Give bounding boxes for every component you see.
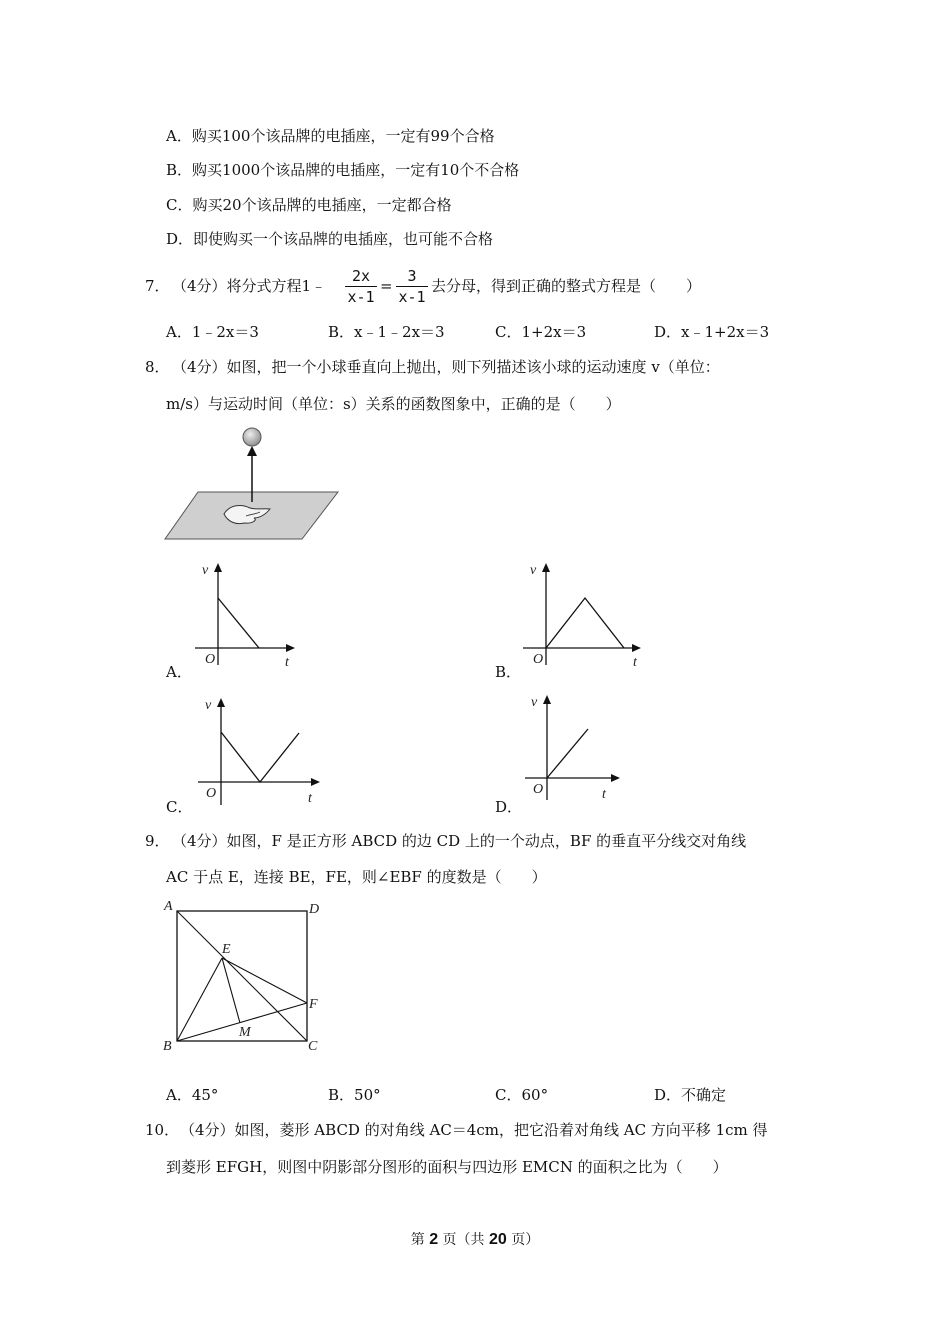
q7-stem-end: 去分母，得到正确的整式方程是（ ） <box>431 277 702 295</box>
q6-option-d-text: 即使购买一个该品牌的电插座，也可能不合格 <box>193 230 494 248</box>
q9-option-d-text: 不确定 <box>681 1086 727 1104</box>
label-m: M <box>239 1025 251 1040</box>
x-axis-arrow-icon <box>611 774 620 782</box>
q8-graph-d <box>520 692 630 802</box>
q7-frac1-numerator: 2x <box>351 267 371 285</box>
y-axis-arrow-icon <box>214 563 222 572</box>
q10-number: 10． <box>145 1121 180 1139</box>
q9-option-b-letter: B． <box>328 1086 355 1104</box>
q7-option-c-letter: C． <box>495 323 522 341</box>
v-label: v <box>531 695 538 710</box>
q6-option-a <box>166 126 495 146</box>
t-label: t <box>602 787 606 802</box>
footer-suffix: 页） <box>506 1232 540 1248</box>
footer-middle: 页（共 <box>438 1232 489 1248</box>
ball-icon <box>243 428 261 446</box>
q7-equals: = <box>380 277 393 295</box>
segment-ef <box>222 958 307 1003</box>
q7-fraction-2 <box>396 267 428 306</box>
q9-option-c-text: 60° <box>521 1086 549 1104</box>
q7-fraction-1 <box>345 267 377 306</box>
q8-number: 8． <box>145 358 170 376</box>
segment-em <box>222 958 240 1023</box>
origin-label: O <box>533 652 544 667</box>
q7-frac2-numerator: 3 <box>407 267 417 285</box>
label-f: F <box>309 997 318 1012</box>
q6-option-b-text: 购买1000个该品牌的电插座，一定有10个不合格 <box>192 161 520 179</box>
q7-frac1-denominator: x-1 <box>347 288 375 306</box>
q7-option-d <box>654 322 769 342</box>
q9-line2: AC 于点 E，连接 BE，FE，则∠EBF 的度数是（ ） <box>166 868 547 886</box>
q7-frac2-denominator: x-1 <box>398 288 426 306</box>
q8-graph-a <box>190 560 300 670</box>
q9-line1: （4分）如图，F 是正方形 ABCD 的边 CD 上的一个动点，BF 的垂直平分线交对角线 <box>172 832 747 850</box>
q7-option-b-letter: B． <box>328 323 355 341</box>
arrow-head-icon <box>247 446 257 456</box>
q9-option-b <box>328 1085 381 1105</box>
v-label: v <box>202 563 209 578</box>
origin-label: O <box>206 786 217 801</box>
q6-option-c-text: 购买20个该品牌的电插座，一定都合格 <box>192 196 452 214</box>
q6-option-d <box>166 229 493 249</box>
y-axis-arrow-icon <box>542 563 550 572</box>
q9-option-a-letter: A． <box>166 1086 192 1104</box>
footer-prefix: 第 <box>410 1232 430 1248</box>
label-a: A <box>164 899 173 914</box>
q9-option-d <box>654 1085 726 1105</box>
q9-option-c <box>495 1085 548 1105</box>
q8-option-a-letter: A． <box>166 663 192 681</box>
fraction-bar <box>345 286 377 287</box>
q7-option-d-letter: D． <box>654 323 682 341</box>
fraction-bar <box>396 286 428 287</box>
q9-option-c-letter: C． <box>495 1086 522 1104</box>
t-label: t <box>308 791 312 806</box>
y-axis-arrow-icon <box>217 698 225 707</box>
q7-option-c <box>495 322 586 342</box>
q8-option-c-letter: C． <box>166 798 193 816</box>
q7-number: 7． <box>145 277 170 295</box>
graph-line <box>547 729 588 778</box>
q6-option-a-text: 购买100个该品牌的电插座，一定有99个合格 <box>191 127 495 145</box>
x-axis-arrow-icon <box>311 778 320 786</box>
q6-option-a-letter: A． <box>166 127 192 145</box>
q8-graph-b <box>518 560 648 670</box>
x-axis-arrow-icon <box>632 644 641 652</box>
q7-option-a <box>166 322 259 342</box>
q7-option-b-text: x﹣1﹣2x＝3 <box>354 323 445 341</box>
t-label: t <box>285 655 289 670</box>
q6-option-b-letter: B． <box>166 161 193 179</box>
y-axis-arrow-icon <box>543 695 551 704</box>
label-c: C <box>308 1039 318 1054</box>
q7-stem-start: （4分）将分式方程1﹣ <box>172 277 327 295</box>
origin-label: O <box>205 652 216 667</box>
graph-line <box>546 598 624 648</box>
q9-square-figure <box>160 896 330 1056</box>
q7-option-c-text: 1+2x＝3 <box>521 323 587 341</box>
q6-option-c-letter: C． <box>166 196 193 214</box>
q10-line2: 到菱形 EFGH，则图中阴影部分图形的面积与四边形 EMCN 的面积之比为（ ） <box>166 1158 728 1176</box>
q7-option-d-text: x﹣1+2x＝3 <box>681 323 770 341</box>
label-b: B <box>163 1039 172 1054</box>
label-d: D <box>309 902 320 917</box>
q9-option-d-letter: D． <box>654 1086 682 1104</box>
q9-option-a <box>166 1085 218 1105</box>
q8-option-d-letter: D． <box>495 798 523 816</box>
q9-option-a-text: 45° <box>191 1086 219 1104</box>
q6-option-c <box>166 195 452 215</box>
q9-number: 9． <box>145 832 170 850</box>
q8-option-b-letter: B． <box>495 663 522 681</box>
q6-option-d-letter: D． <box>166 230 194 248</box>
q9-option-b-text: 50° <box>354 1086 381 1104</box>
q10-line1: （4分）如图，菱形 ABCD 的对角线 AC＝4cm，把它沿着对角线 AC 方向平移 1cm 得 <box>180 1121 768 1139</box>
t-label: t <box>633 655 637 670</box>
origin-label: O <box>533 782 544 797</box>
v-label: v <box>530 563 537 578</box>
q7-option-a-text: 1﹣2x＝3 <box>191 323 259 341</box>
footer-total-pages: 20 <box>489 1231 507 1248</box>
q8-graph-c <box>193 695 328 805</box>
page-footer <box>0 1229 950 1249</box>
q8-line2: m/s）与运动时间（单位：s）关系的函数图象中，正确的是（ ） <box>166 395 621 413</box>
q7-option-a-letter: A． <box>166 323 192 341</box>
graph-line <box>218 598 259 648</box>
q6-option-b <box>166 160 519 180</box>
q8-line1: （4分）如图，把一个小球垂直向上抛出，则下列描述该小球的运动速度 v（单位： <box>172 358 720 376</box>
segment-be <box>177 958 222 1041</box>
q8-throw-figure <box>160 422 345 547</box>
label-e: E <box>222 942 231 957</box>
q7-option-b <box>328 322 445 342</box>
v-label: v <box>205 698 212 713</box>
footer-page-number: 2 <box>429 1231 439 1248</box>
graph-line <box>221 732 299 782</box>
x-axis-arrow-icon <box>286 644 295 652</box>
